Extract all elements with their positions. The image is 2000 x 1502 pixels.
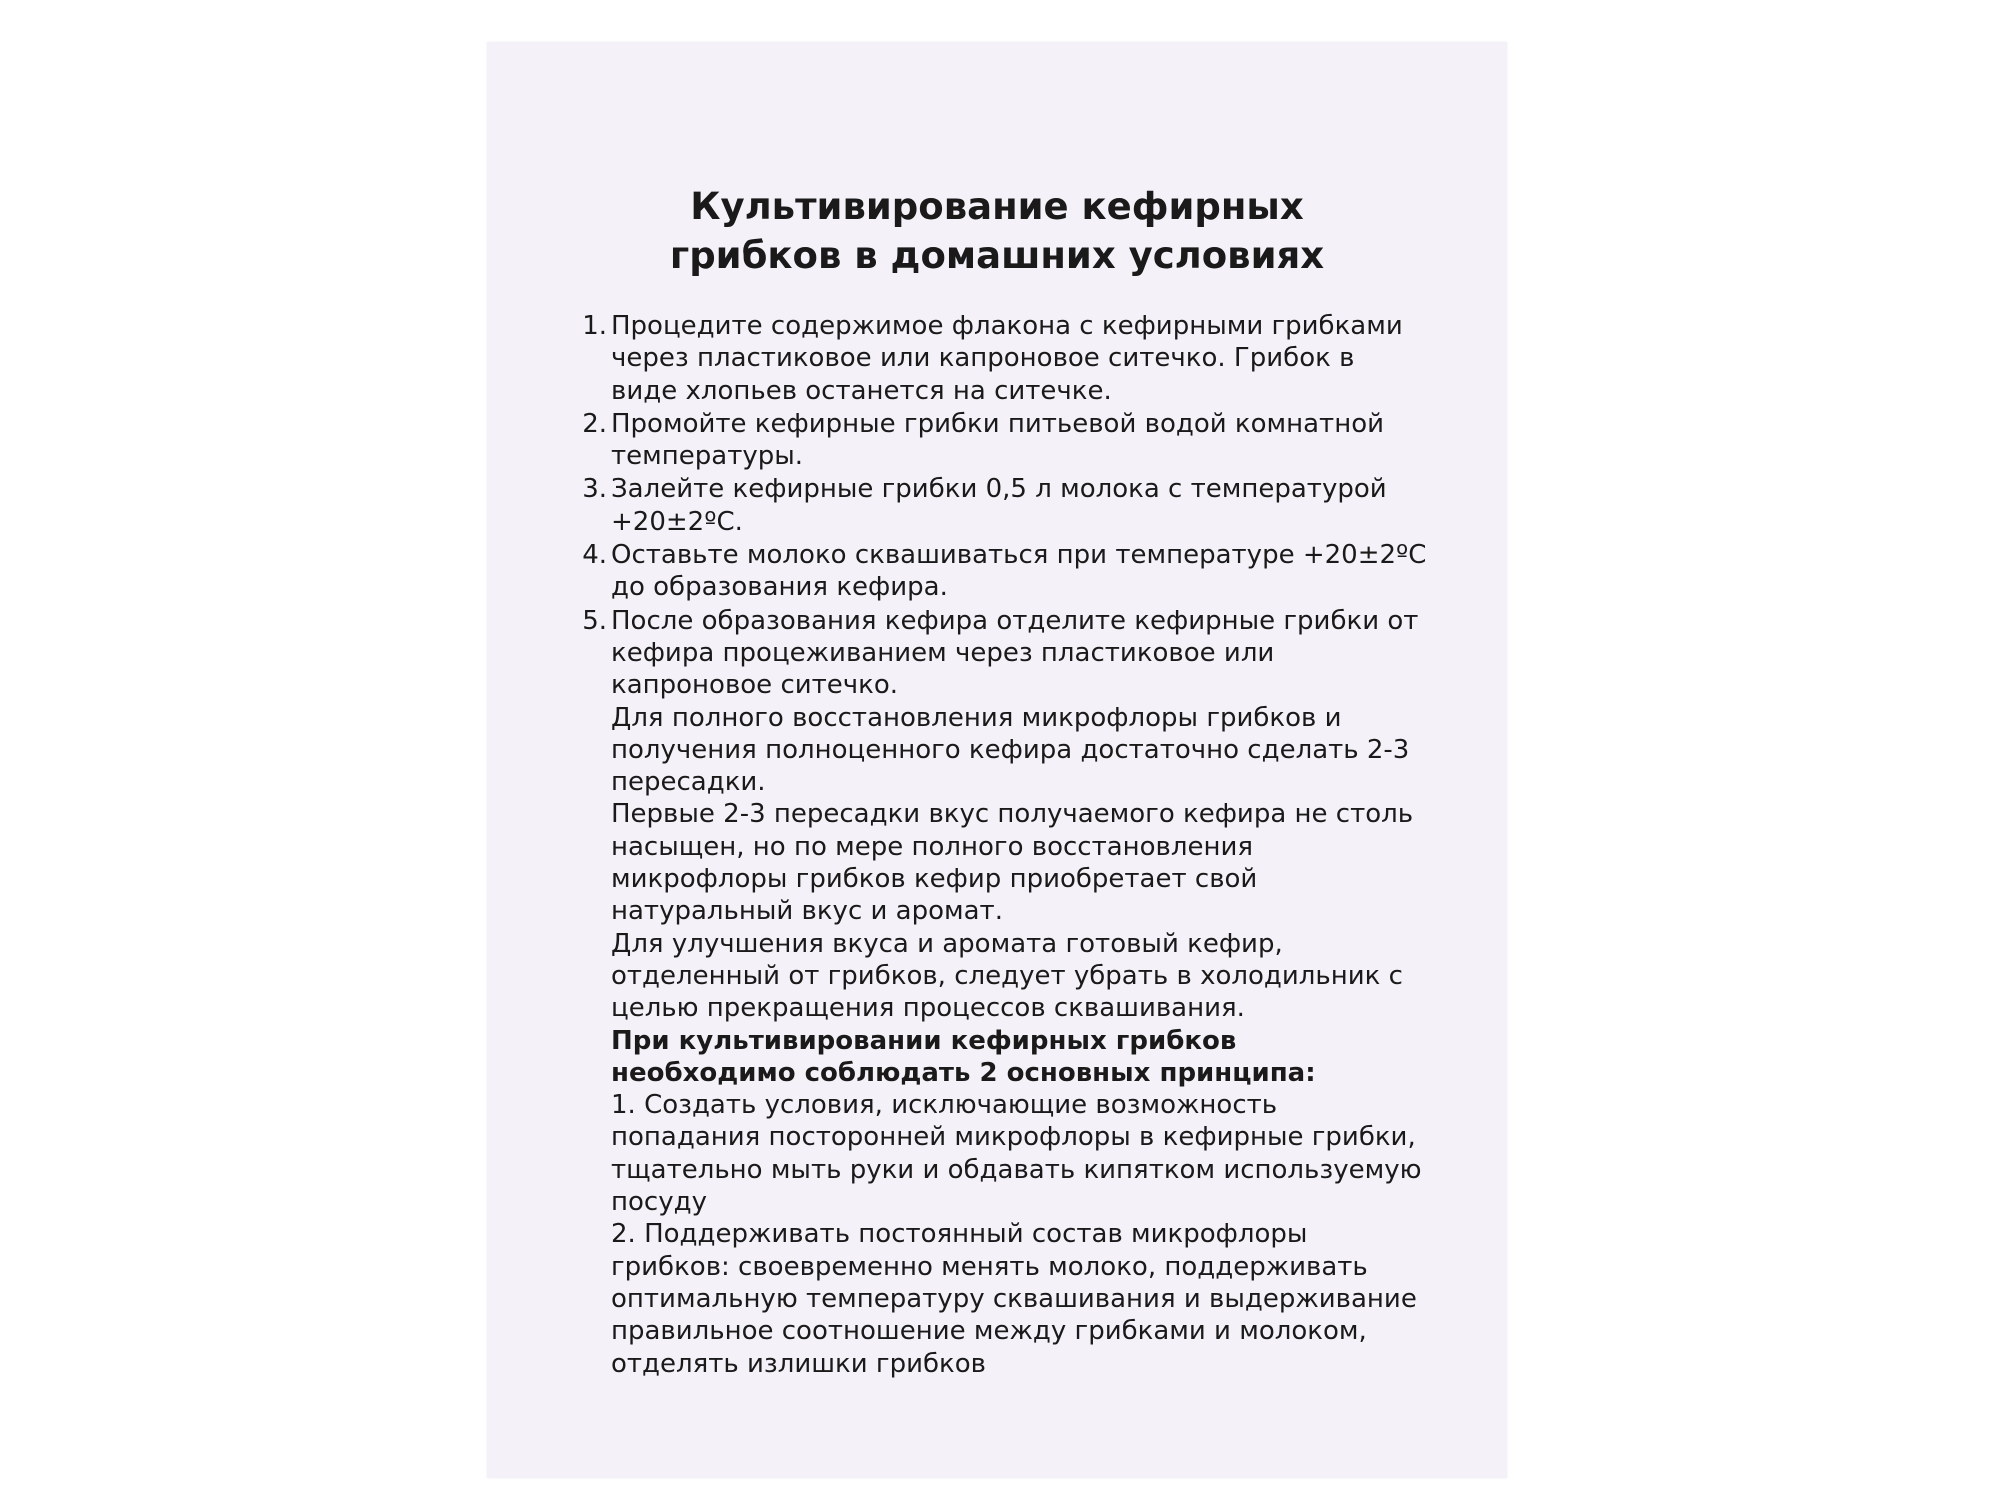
text-line: капроновое ситечко. xyxy=(611,670,899,701)
body-paragraph xyxy=(577,798,1457,927)
text-line: посуду xyxy=(611,1187,707,1218)
text-line: Для улучшения вкуса и аромата готовый кефир, xyxy=(611,928,1283,959)
step-text xyxy=(611,473,1457,538)
text-line: через пластиковое или капроновое ситечко. Грибок в xyxy=(611,343,1355,374)
step-item xyxy=(577,473,1457,538)
text-line: 2. Поддерживать постоянный состав микрофлоры xyxy=(611,1219,1308,1250)
text-line: 1. Создать условия, исключающие возможность xyxy=(611,1090,1278,1121)
step-number: 3. xyxy=(582,474,607,505)
text-line: отделять излишки грибков xyxy=(611,1348,986,1379)
text-line: Процедите содержимое флакона с кефирными грибками xyxy=(611,311,1403,341)
text-line: кефира процеживанием через пластиковое или xyxy=(611,637,1275,668)
text-line: Для полного восстановления микрофлоры грибков и xyxy=(611,702,1342,733)
principles-heading xyxy=(577,1025,1457,1090)
text-line: виде хлопьев останется на ситечке. xyxy=(611,375,1112,406)
text-line: При культивировании кефирных грибков xyxy=(611,1025,1237,1056)
text-line: тщательно мыть руки и обдавать кипятком используемую xyxy=(611,1154,1422,1185)
text-line: правильное соотношение между грибками и молоком, xyxy=(611,1316,1367,1347)
body-paragraph xyxy=(577,928,1457,1025)
text-line: насыщен, но по мере полного восстановления xyxy=(611,831,1254,862)
step-number: 4. xyxy=(582,540,607,571)
principle-item xyxy=(577,1218,1457,1379)
step-item xyxy=(577,539,1457,604)
text-line: оптимальную температуру сквашивания и выдерживание xyxy=(611,1283,1417,1314)
step-text xyxy=(611,408,1457,473)
text-line: необходимо соблюдать 2 основных принципа: xyxy=(611,1057,1316,1088)
text-line: получения полноценного кефира достаточно сделать 2-3 xyxy=(611,734,1410,765)
body-paragraph xyxy=(577,702,1457,799)
text-line: пересадки. xyxy=(611,767,766,798)
text-line: Промойте кефирные грибки питьевой водой комнатной xyxy=(611,408,1385,439)
step-item xyxy=(577,310,1457,407)
text-line: температуры. xyxy=(611,441,804,472)
text-line: грибков: своевременно менять молоко, поддерживать xyxy=(611,1251,1368,1282)
step-text xyxy=(611,605,1457,702)
text-line: +20±2ºС. xyxy=(611,506,743,537)
step-number: 1. xyxy=(582,311,607,341)
document-body xyxy=(577,310,1457,1380)
text-line: Оставьте молоко сквашиваться при температуре +20±2ºС xyxy=(611,540,1427,571)
step-text xyxy=(611,310,1457,407)
step-number: 2. xyxy=(582,408,607,439)
step-item xyxy=(577,408,1457,473)
title-line: грибков в домашних условиях xyxy=(669,234,1325,277)
text-line: отделенный от грибков, следует убрать в холодильник с xyxy=(611,960,1403,991)
text-line: Первые 2-3 пересадки вкус получаемого кефира не столь xyxy=(611,799,1414,830)
text-line: микрофлоры грибков кефир приобретает свой xyxy=(611,864,1258,895)
step-number: 5. xyxy=(582,605,607,636)
text-line: целью прекращения процессов сквашивания. xyxy=(611,993,1245,1024)
principle-item xyxy=(577,1089,1457,1218)
text-line: После образования кефира отделите кефирные грибки от xyxy=(611,605,1419,636)
step-item xyxy=(577,605,1457,702)
text-line: до образования кефира. xyxy=(611,572,948,603)
text-line: Залейте кефирные грибки 0,5 л молока с температурой xyxy=(611,474,1387,505)
text-line: натуральный вкус и аромат. xyxy=(611,896,1003,927)
title-line: Культивирование кефирных xyxy=(690,185,1304,228)
instruction-sheet xyxy=(487,42,1507,1478)
document-title xyxy=(487,182,1507,280)
step-text xyxy=(611,539,1457,604)
text-line: попадания посторонней микрофлоры в кефирные грибки, xyxy=(611,1122,1416,1153)
